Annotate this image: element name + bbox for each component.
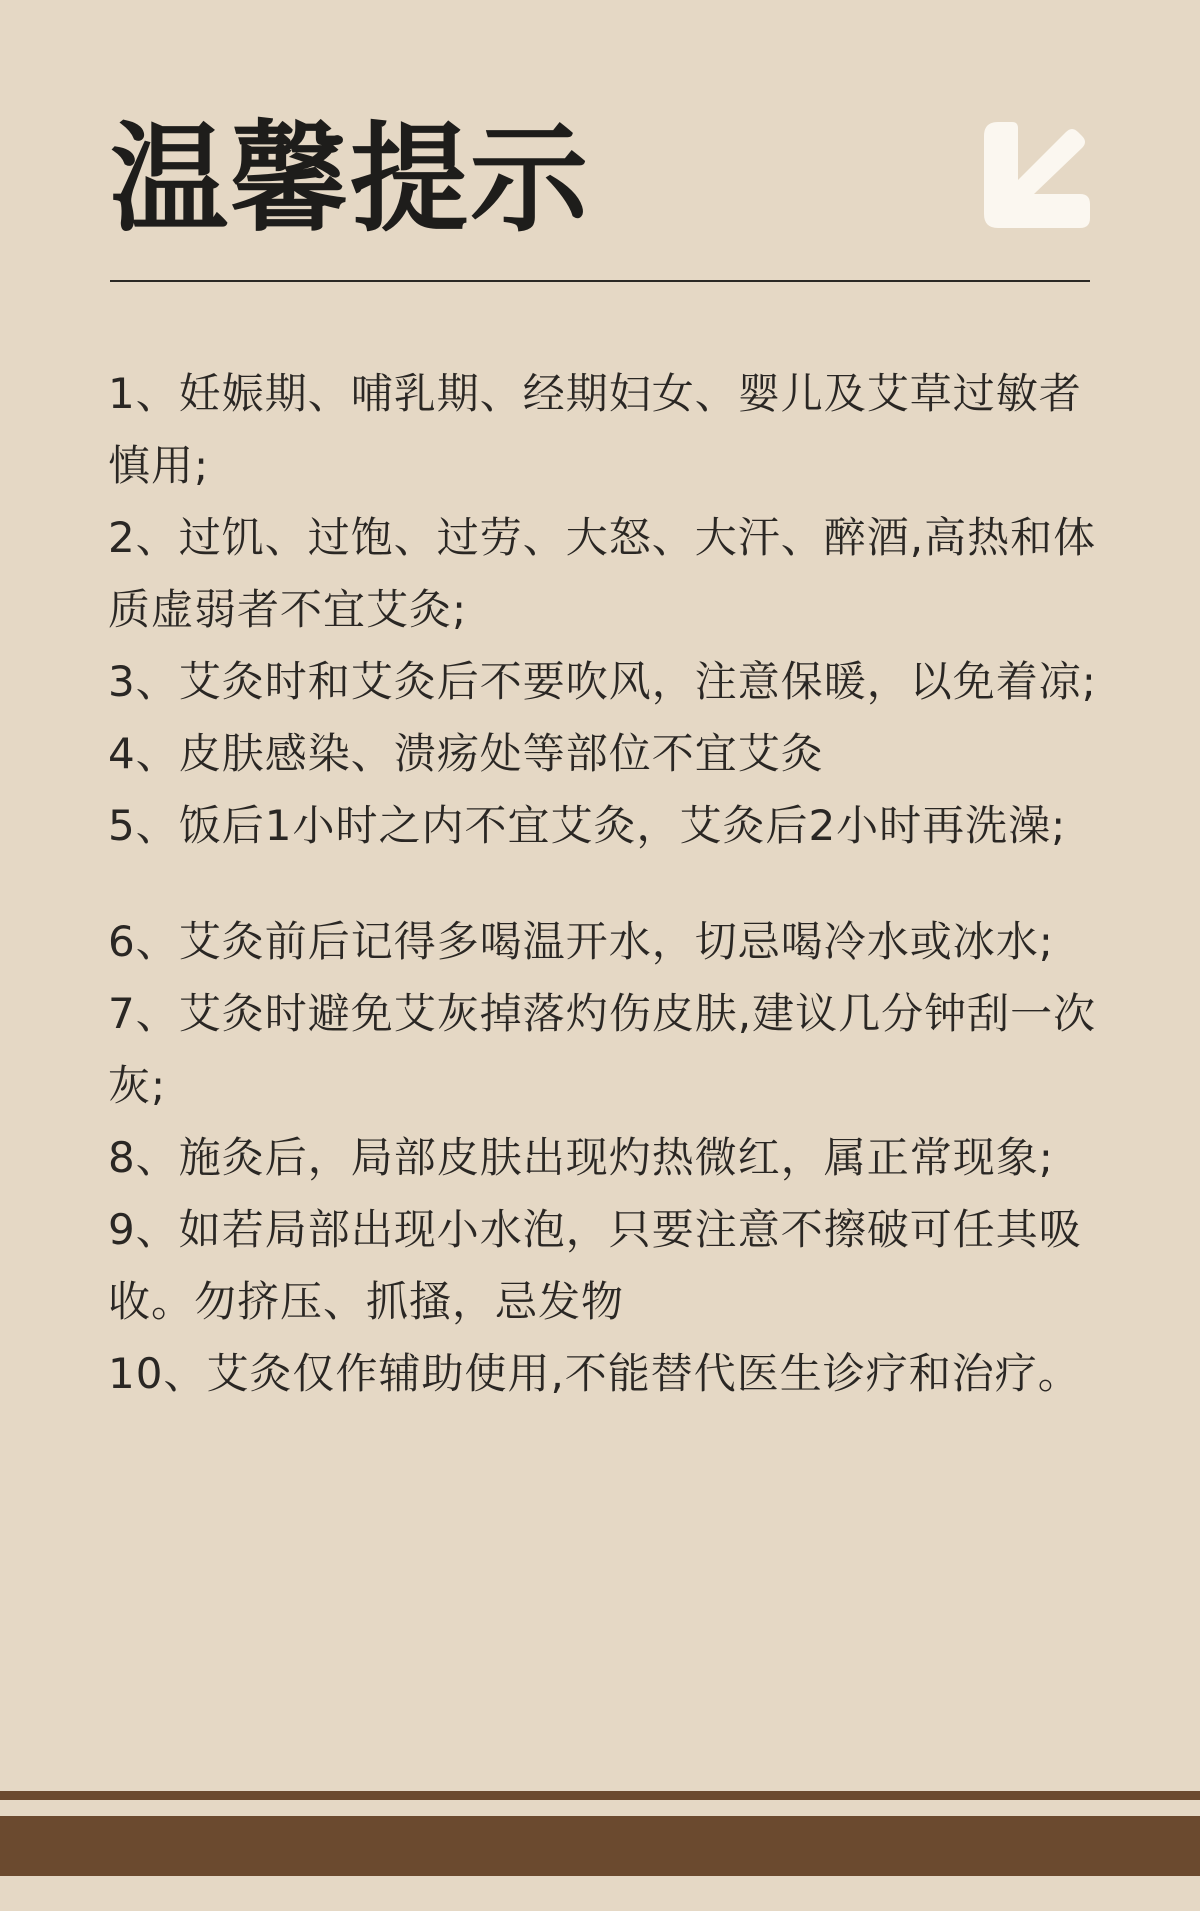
arrow-down-left-icon — [984, 122, 1090, 228]
page-title: 温馨提示 — [110, 110, 591, 248]
tip-item-9: 9、如若局部出现小水泡，只要注意不擦破可任其吸收。勿挤压、抓搔，忌发物 — [108, 1205, 1082, 1326]
tip-item-8: 8、施灸后，局部皮肤出现灼热微红，属正常现象; — [108, 1133, 1054, 1182]
tip-item-5: 5、饭后1小时之内不宜艾灸，艾灸后2小时再洗澡; — [108, 801, 1067, 850]
tip-item-10: 10、艾灸仅作辅助使用,不能替代医生诊疗和治疗。 — [108, 1349, 1081, 1398]
tip-item-2: 2、过饥、过饱、过劳、大怒、大汗、醉酒,高热和体质虚弱者不宜艾灸; — [108, 513, 1097, 634]
tips-list — [108, 358, 1098, 1410]
tip-item-3: 3、艾灸时和艾灸后不要吹风，注意保暖，以免着凉; — [108, 657, 1097, 706]
footer-band-thick — [0, 1816, 1200, 1876]
footer-band-thin — [0, 1791, 1200, 1800]
title-divider — [110, 280, 1090, 282]
tip-item-6: 6、艾灸前后记得多喝温开水，切忌喝冷水或冰水; — [108, 917, 1054, 966]
tip-item-4: 4、皮肤感染、溃疡处等部位不宜艾灸 — [108, 729, 824, 778]
tip-item-1: 1、妊娠期、哺乳期、经期妇女、婴儿及艾草过敏者慎用; — [108, 369, 1082, 490]
tip-item-7: 7、艾灸时避免艾灰掉落灼伤皮肤,建议几分钟刮一次灰; — [108, 989, 1097, 1110]
